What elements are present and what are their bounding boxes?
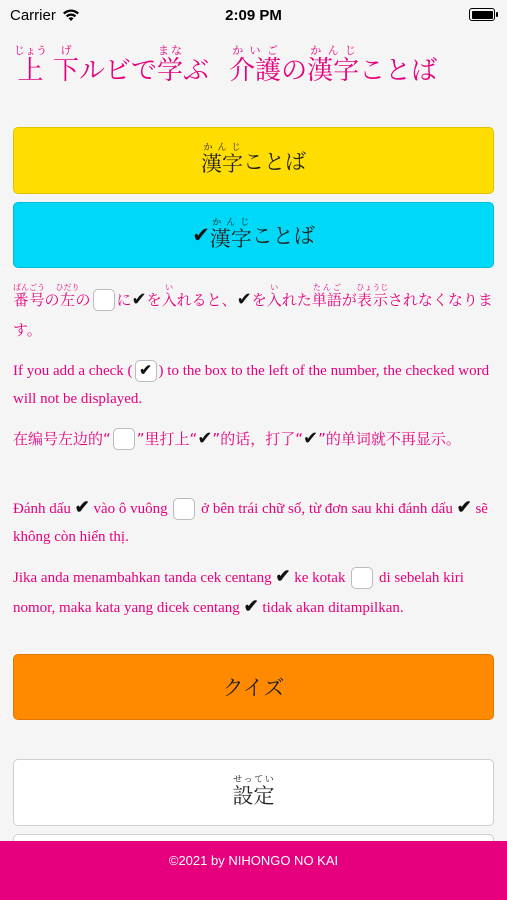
kanji-words-button[interactable]: 漢字かんじ ことば <box>13 127 494 194</box>
battery-icon <box>469 8 495 21</box>
checkmark-icon: ✔ <box>275 566 291 586</box>
checkmark-icon: ✔ <box>131 289 147 310</box>
quiz-button[interactable]: クイズ <box>13 654 494 720</box>
instruction-vietnamese: Đánh dấu ✔ vào ô vuông ở bên trái chữ số, từ đơn sau khi đánh dấu ✔ sẽ không còn hiển thị. <box>13 497 488 545</box>
checkmark-icon: ✔ <box>74 497 90 517</box>
checkbox-sample-icon <box>351 567 373 589</box>
footer <box>0 841 507 900</box>
checkmark-icon: ✔ <box>243 596 259 616</box>
instruction-english: If you add a check ( ✔ ) to the box to the left of the number, the checked word will not be displayed. <box>13 357 498 413</box>
checkmark-icon: ✔ <box>197 428 213 449</box>
checkbox-sample-icon <box>93 289 115 311</box>
checkbox-sample-icon <box>173 498 195 520</box>
instruction-japanese: 番号ばんごうの左ひだりの に✔を入いれると、✔を入いれた単語たんごが表示ひょうじされなくなります。 <box>13 283 493 339</box>
clock: 2:09 PM <box>225 6 282 24</box>
wifi-icon <box>62 8 80 22</box>
checkmark-icon: ✔ <box>192 223 210 247</box>
copyright-text: ©2021 by NIHONGO NO KAI <box>168 853 339 868</box>
checkmark-icon: ✔ <box>302 428 319 449</box>
checked-kanji-words-button[interactable]: ✔ 漢字かんじ ことば <box>13 202 494 268</box>
instruction-chinese: 在编号左边的“ ”里打上“✔”的话，打了“✔”的单词就不再显示。 <box>13 428 461 449</box>
status-bar <box>0 0 507 30</box>
page-title: 上じょう 下げ ルビで 学まな ぶ 介護かいご の 漢字かんじ ことば <box>14 44 438 86</box>
checkbox-sample-icon <box>113 428 135 450</box>
carrier-label: Carrier <box>10 6 56 24</box>
checked-checkbox-sample-icon: ✔ <box>135 360 157 382</box>
checkmark-icon: ✔ <box>236 289 252 310</box>
checkmark-icon: ✔ <box>456 497 472 517</box>
instruction-indonesian: Jika anda menambahkan tanda cek centang ✔ ke kotak di sebelah kiri nomor, maka kata yang dicek centang ✔ tidak akan ditampilkan. <box>13 566 464 616</box>
settings-button[interactable]: 設定せってい <box>13 759 494 826</box>
